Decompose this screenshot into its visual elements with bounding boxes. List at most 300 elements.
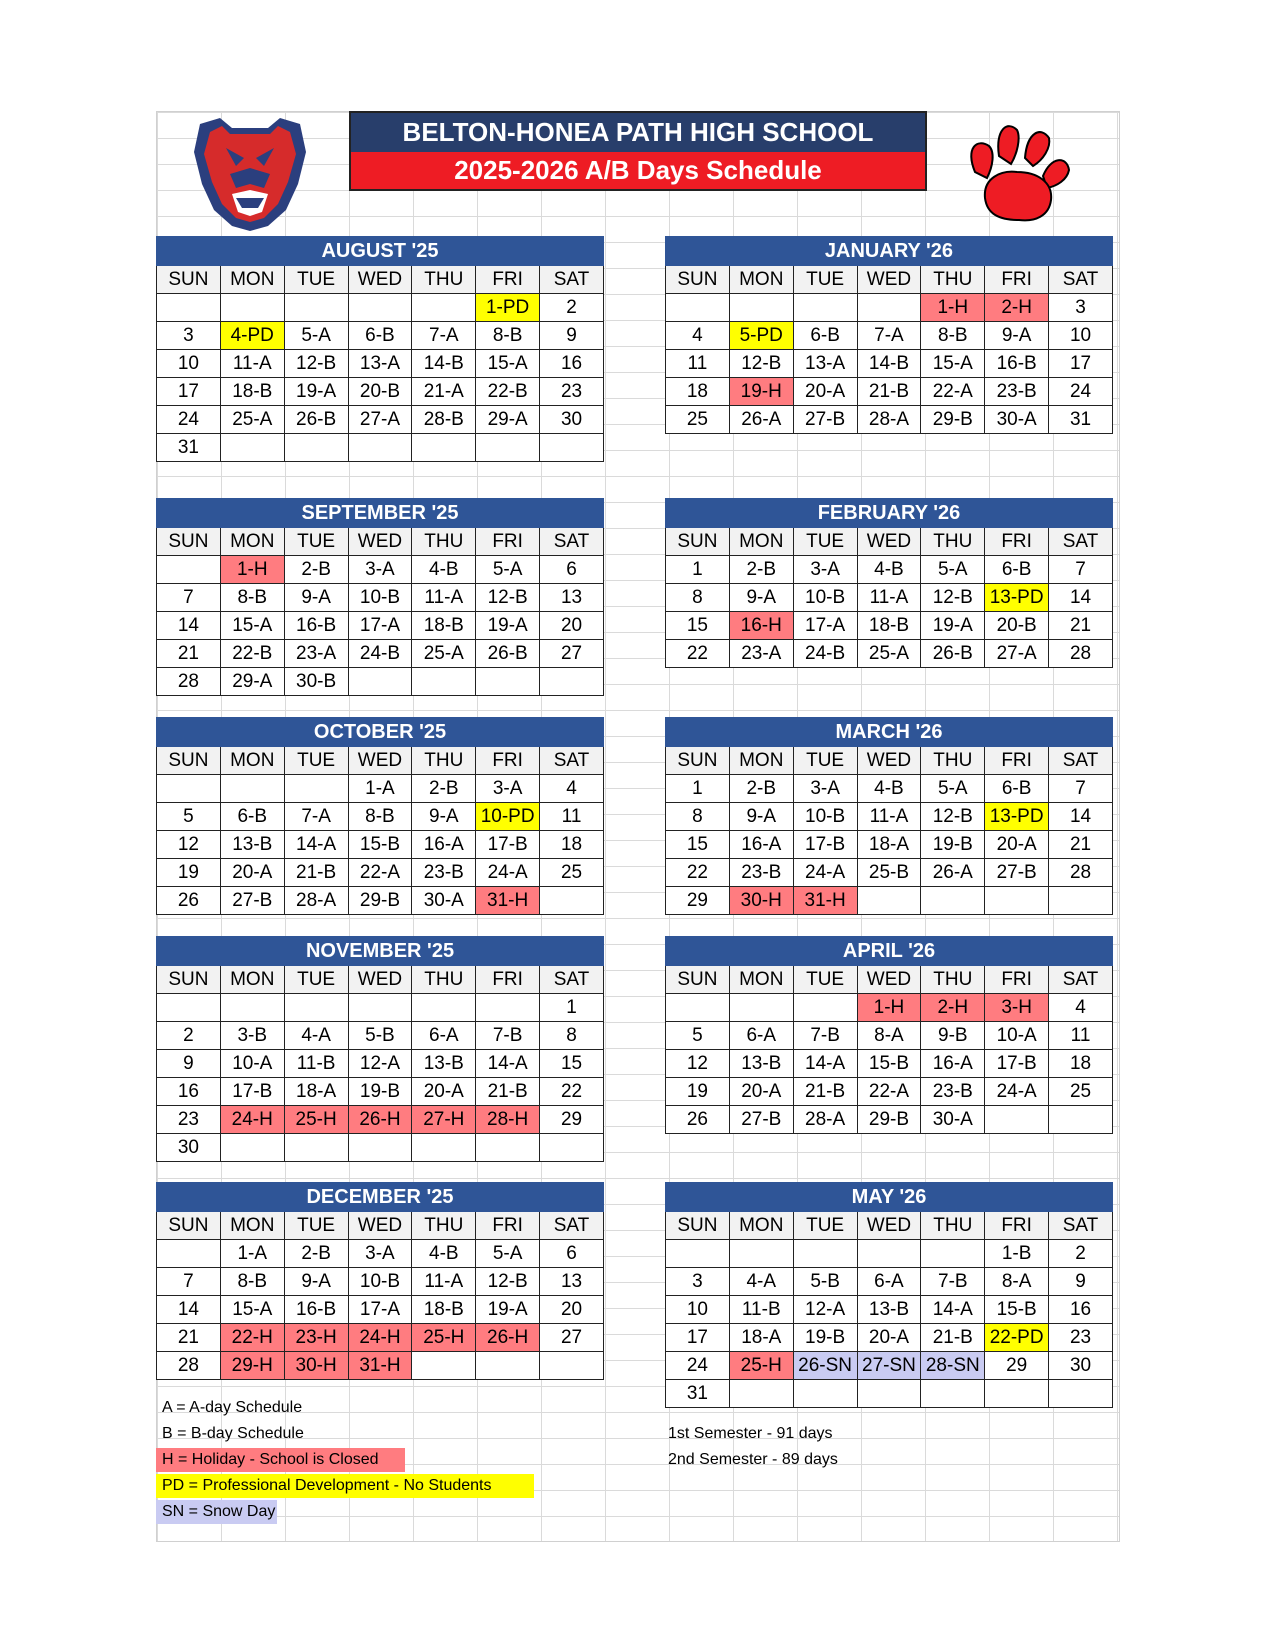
weekday-header: THU xyxy=(412,266,476,294)
weekday-header: SAT xyxy=(1049,266,1113,294)
day-cell: 2 xyxy=(157,1022,221,1050)
month-calendar xyxy=(156,236,604,462)
week-row xyxy=(666,859,1113,887)
day-cell: 14 xyxy=(157,612,221,640)
day-cell: 14 xyxy=(1049,803,1113,831)
day-cell: 4-B xyxy=(412,1240,476,1268)
week-row xyxy=(157,1240,604,1268)
day-cell: 13-A xyxy=(793,350,857,378)
day-cell: 16 xyxy=(157,1078,221,1106)
day-cell: 13-PD xyxy=(985,584,1049,612)
weekday-header: SUN xyxy=(157,747,221,775)
day-cell: 2-H xyxy=(921,994,985,1022)
day-cell: 26 xyxy=(157,887,221,915)
day-cell: 6-A xyxy=(729,1022,793,1050)
day-cell: 20-A xyxy=(985,831,1049,859)
day-cell: 8-A xyxy=(985,1268,1049,1296)
day-cell xyxy=(284,994,348,1022)
day-cell: 10-A xyxy=(220,1050,284,1078)
week-row xyxy=(666,640,1113,668)
day-cell: 6-B xyxy=(220,803,284,831)
day-cell: 8-B xyxy=(220,584,284,612)
day-cell: 15-A xyxy=(220,612,284,640)
day-cell: 24-H xyxy=(348,1324,412,1352)
day-cell xyxy=(793,1380,857,1408)
day-cell: 1-A xyxy=(348,775,412,803)
day-cell: 11 xyxy=(540,803,604,831)
weekday-header: WED xyxy=(348,1212,412,1240)
day-cell: 12-A xyxy=(793,1296,857,1324)
semester-2-days: 2nd Semester - 89 days xyxy=(668,1451,838,1468)
day-cell: 21 xyxy=(1049,612,1113,640)
day-cell: 28-B xyxy=(412,406,476,434)
weekday-header: THU xyxy=(412,528,476,556)
day-cell: 7 xyxy=(1049,775,1113,803)
day-cell xyxy=(220,994,284,1022)
day-cell xyxy=(220,294,284,322)
day-cell: 11-A xyxy=(857,584,921,612)
day-cell: 6-B xyxy=(985,775,1049,803)
month-calendar xyxy=(156,936,604,1162)
week-row xyxy=(666,1022,1113,1050)
day-cell: 23-B xyxy=(412,859,476,887)
day-cell: 20-B xyxy=(985,612,1049,640)
day-cell: 15-A xyxy=(476,350,540,378)
day-cell: 8 xyxy=(666,584,730,612)
day-cell: 27-SN xyxy=(857,1352,921,1380)
day-cell: 6-B xyxy=(348,322,412,350)
day-cell: 3-A xyxy=(476,775,540,803)
day-cell: 22-H xyxy=(220,1324,284,1352)
week-row xyxy=(157,994,604,1022)
day-cell: 17-B xyxy=(476,831,540,859)
day-cell: 28-A xyxy=(284,887,348,915)
day-cell: 13-B xyxy=(857,1296,921,1324)
day-cell xyxy=(1049,887,1113,915)
day-cell xyxy=(220,1134,284,1162)
weekday-header: MON xyxy=(729,747,793,775)
day-cell: 18-B xyxy=(857,612,921,640)
day-cell: 24-A xyxy=(985,1078,1049,1106)
day-cell: 31-H xyxy=(348,1352,412,1380)
day-cell: 14-A xyxy=(793,1050,857,1078)
day-cell: 18-A xyxy=(729,1324,793,1352)
day-cell: 13-A xyxy=(348,350,412,378)
day-cell: 15-B xyxy=(348,831,412,859)
legend-holiday: H = Holiday - School is Closed xyxy=(156,1448,405,1472)
day-cell: 9-A xyxy=(284,584,348,612)
day-cell xyxy=(985,887,1049,915)
day-cell: 24-A xyxy=(476,859,540,887)
day-cell: 22-B xyxy=(476,378,540,406)
week-row xyxy=(157,1022,604,1050)
weekday-header: TUE xyxy=(284,528,348,556)
legend-b-day: B = B-day Schedule xyxy=(162,1425,304,1442)
day-cell: 15-B xyxy=(985,1296,1049,1324)
semester-1-days: 1st Semester - 91 days xyxy=(668,1425,833,1442)
day-cell: 22-B xyxy=(220,640,284,668)
weekday-header: FRI xyxy=(985,528,1049,556)
day-cell: 12-B xyxy=(284,350,348,378)
day-cell: 2-H xyxy=(985,294,1049,322)
day-cell: 13-B xyxy=(412,1050,476,1078)
weekday-header: THU xyxy=(921,528,985,556)
day-cell xyxy=(985,1106,1049,1134)
day-cell: 10-PD xyxy=(476,803,540,831)
day-cell: 10 xyxy=(666,1296,730,1324)
day-cell xyxy=(220,434,284,462)
day-cell xyxy=(985,1380,1049,1408)
day-cell: 19-A xyxy=(476,612,540,640)
day-cell: 25 xyxy=(540,859,604,887)
day-cell: 17-B xyxy=(985,1050,1049,1078)
day-cell: 2-B xyxy=(412,775,476,803)
weekday-header: FRI xyxy=(476,266,540,294)
day-cell: 2-B xyxy=(729,556,793,584)
day-cell: 23-A xyxy=(284,640,348,668)
day-cell: 4-B xyxy=(412,556,476,584)
day-cell: 21-B xyxy=(793,1078,857,1106)
day-cell: 27-B xyxy=(985,859,1049,887)
day-cell: 13-PD xyxy=(985,803,1049,831)
day-cell: 25-B xyxy=(857,859,921,887)
day-cell: 7-B xyxy=(921,1268,985,1296)
day-cell: 16-A xyxy=(729,831,793,859)
day-cell: 1-H xyxy=(857,994,921,1022)
day-cell: 10 xyxy=(157,350,221,378)
day-cell: 26-A xyxy=(921,859,985,887)
weekday-header: THU xyxy=(412,747,476,775)
weekday-header: FRI xyxy=(985,747,1049,775)
day-cell: 24-A xyxy=(793,859,857,887)
weekday-header: SAT xyxy=(540,1212,604,1240)
weekday-header: FRI xyxy=(476,747,540,775)
week-row xyxy=(666,831,1113,859)
day-cell: 16-B xyxy=(284,612,348,640)
day-cell: 11-A xyxy=(220,350,284,378)
day-cell: 24 xyxy=(666,1352,730,1380)
week-row xyxy=(157,831,604,859)
week-row xyxy=(157,612,604,640)
weekday-header: WED xyxy=(857,966,921,994)
day-cell: 18-B xyxy=(412,1296,476,1324)
day-cell: 29-A xyxy=(220,668,284,696)
week-row xyxy=(666,584,1113,612)
day-cell xyxy=(220,775,284,803)
day-cell: 28 xyxy=(1049,859,1113,887)
day-cell: 30-A xyxy=(921,1106,985,1134)
bear-head-logo xyxy=(186,114,314,232)
header xyxy=(349,111,927,191)
day-cell: 31-H xyxy=(476,887,540,915)
day-cell: 3-H xyxy=(985,994,1049,1022)
day-cell: 20-A xyxy=(793,378,857,406)
weekday-header: MON xyxy=(220,266,284,294)
day-cell xyxy=(412,434,476,462)
day-cell: 25-H xyxy=(729,1352,793,1380)
day-cell: 20-A xyxy=(412,1078,476,1106)
day-cell: 12-B xyxy=(729,350,793,378)
day-cell: 15-A xyxy=(220,1296,284,1324)
week-row xyxy=(157,1106,604,1134)
day-cell: 22-A xyxy=(921,378,985,406)
day-cell: 4-A xyxy=(729,1268,793,1296)
day-cell: 20 xyxy=(540,612,604,640)
day-cell: 14 xyxy=(157,1296,221,1324)
weekday-header: SUN xyxy=(157,1212,221,1240)
day-cell xyxy=(921,1380,985,1408)
day-cell: 6-B xyxy=(793,322,857,350)
day-cell: 28-SN xyxy=(921,1352,985,1380)
day-cell: 12 xyxy=(666,1050,730,1078)
day-cell xyxy=(412,294,476,322)
day-cell: 23-B xyxy=(985,378,1049,406)
legend-a-day: A = A-day Schedule xyxy=(162,1399,303,1416)
day-cell: 19-B xyxy=(348,1078,412,1106)
weekday-header: SAT xyxy=(1049,966,1113,994)
day-cell: 17-A xyxy=(348,612,412,640)
day-cell: 7-A xyxy=(857,322,921,350)
day-cell: 31-H xyxy=(793,887,857,915)
day-cell: 23 xyxy=(540,378,604,406)
day-cell: 16-B xyxy=(284,1296,348,1324)
month-title: AUGUST '25 xyxy=(157,237,604,266)
weekday-header: TUE xyxy=(284,1212,348,1240)
day-cell: 3-A xyxy=(348,556,412,584)
day-cell: 18-B xyxy=(220,378,284,406)
weekday-header: WED xyxy=(348,528,412,556)
day-cell xyxy=(666,1240,730,1268)
day-cell: 10-B xyxy=(348,1268,412,1296)
day-cell: 20-B xyxy=(348,378,412,406)
week-row xyxy=(666,803,1113,831)
day-cell: 3-A xyxy=(793,775,857,803)
day-cell: 22 xyxy=(666,859,730,887)
day-cell: 5 xyxy=(666,1022,730,1050)
day-cell: 10-B xyxy=(348,584,412,612)
day-cell xyxy=(157,1240,221,1268)
week-row xyxy=(666,294,1113,322)
day-cell: 1-H xyxy=(921,294,985,322)
day-cell xyxy=(729,1380,793,1408)
day-cell: 17 xyxy=(666,1324,730,1352)
week-row xyxy=(157,1134,604,1162)
week-row xyxy=(157,775,604,803)
day-cell: 11-A xyxy=(857,803,921,831)
week-row xyxy=(666,994,1113,1022)
day-cell: 14-B xyxy=(412,350,476,378)
day-cell: 6-B xyxy=(985,556,1049,584)
day-cell: 7 xyxy=(1049,556,1113,584)
week-row xyxy=(666,378,1113,406)
day-cell: 31 xyxy=(666,1380,730,1408)
week-row xyxy=(157,668,604,696)
day-cell: 21 xyxy=(157,1324,221,1352)
weekday-header: TUE xyxy=(793,1212,857,1240)
day-cell xyxy=(729,1240,793,1268)
weekday-header: SUN xyxy=(666,528,730,556)
day-cell: 18-A xyxy=(284,1078,348,1106)
day-cell: 29-B xyxy=(348,887,412,915)
week-row xyxy=(666,1240,1113,1268)
day-cell: 17-B xyxy=(793,831,857,859)
day-cell: 13-B xyxy=(220,831,284,859)
week-row xyxy=(666,1352,1113,1380)
day-cell: 16-H xyxy=(729,612,793,640)
week-row xyxy=(157,1296,604,1324)
day-cell: 25-H xyxy=(412,1324,476,1352)
day-cell xyxy=(476,1134,540,1162)
day-cell: 11-A xyxy=(412,584,476,612)
day-cell: 5-A xyxy=(921,775,985,803)
day-cell: 16-A xyxy=(921,1050,985,1078)
day-cell: 23-H xyxy=(284,1324,348,1352)
week-row xyxy=(157,859,604,887)
day-cell: 29-B xyxy=(857,1106,921,1134)
day-cell xyxy=(540,1134,604,1162)
day-cell: 20 xyxy=(540,1296,604,1324)
month-calendar xyxy=(665,717,1113,915)
day-cell: 16-B xyxy=(985,350,1049,378)
day-cell: 29-H xyxy=(220,1352,284,1380)
day-cell: 26-B xyxy=(284,406,348,434)
day-cell: 7 xyxy=(157,584,221,612)
day-cell: 8 xyxy=(540,1022,604,1050)
day-cell: 28 xyxy=(157,668,221,696)
day-cell: 14-B xyxy=(857,350,921,378)
day-cell: 9-A xyxy=(284,1268,348,1296)
day-cell: 23-B xyxy=(729,859,793,887)
weekday-header: SAT xyxy=(540,528,604,556)
day-cell: 11-B xyxy=(284,1050,348,1078)
weekday-header: WED xyxy=(857,747,921,775)
day-cell: 8-B xyxy=(921,322,985,350)
day-cell xyxy=(412,668,476,696)
day-cell xyxy=(1049,1380,1113,1408)
day-cell: 30-H xyxy=(729,887,793,915)
month-calendar xyxy=(156,717,604,915)
day-cell: 26-H xyxy=(348,1106,412,1134)
weekday-header: SAT xyxy=(540,266,604,294)
day-cell: 5-PD xyxy=(729,322,793,350)
weekday-header: FRI xyxy=(985,966,1049,994)
day-cell: 5-A xyxy=(476,556,540,584)
week-row xyxy=(666,1268,1113,1296)
month-calendar xyxy=(665,498,1113,668)
day-cell: 11 xyxy=(666,350,730,378)
day-cell xyxy=(793,294,857,322)
schedule-title: 2025-2026 A/B Days Schedule xyxy=(351,152,925,189)
day-cell: 27-A xyxy=(985,640,1049,668)
day-cell: 14-A xyxy=(921,1296,985,1324)
day-cell: 4-PD xyxy=(220,322,284,350)
day-cell xyxy=(1049,1106,1113,1134)
day-cell: 22-PD xyxy=(985,1324,1049,1352)
day-cell: 19-B xyxy=(921,831,985,859)
weekday-header: WED xyxy=(348,266,412,294)
weekday-header: WED xyxy=(857,528,921,556)
week-row xyxy=(157,1352,604,1380)
week-row xyxy=(157,1268,604,1296)
weekday-header: THU xyxy=(921,1212,985,1240)
weekday-header: SAT xyxy=(1049,747,1113,775)
day-cell: 3 xyxy=(1049,294,1113,322)
weekday-header: MON xyxy=(729,966,793,994)
day-cell: 15 xyxy=(666,612,730,640)
weekday-header: WED xyxy=(857,266,921,294)
day-cell: 6 xyxy=(540,1240,604,1268)
day-cell: 27-B xyxy=(729,1106,793,1134)
weekday-header: SUN xyxy=(666,266,730,294)
week-row xyxy=(666,406,1113,434)
week-row xyxy=(666,1050,1113,1078)
day-cell: 2 xyxy=(1049,1240,1113,1268)
day-cell: 9-B xyxy=(921,1022,985,1050)
week-row xyxy=(157,803,604,831)
day-cell: 27 xyxy=(540,1324,604,1352)
week-row xyxy=(666,1106,1113,1134)
day-cell: 23 xyxy=(1049,1324,1113,1352)
week-row xyxy=(157,1078,604,1106)
day-cell: 7 xyxy=(157,1268,221,1296)
day-cell: 12-A xyxy=(348,1050,412,1078)
day-cell: 9 xyxy=(157,1050,221,1078)
weekday-header: SUN xyxy=(666,1212,730,1240)
day-cell xyxy=(476,434,540,462)
day-cell: 21-A xyxy=(412,378,476,406)
day-cell xyxy=(729,994,793,1022)
day-cell: 1-A xyxy=(220,1240,284,1268)
day-cell: 25-A xyxy=(412,640,476,668)
day-cell: 27-A xyxy=(348,406,412,434)
month-calendar xyxy=(665,936,1113,1134)
week-row xyxy=(157,584,604,612)
weekday-header: MON xyxy=(220,747,284,775)
month-calendar xyxy=(665,236,1113,434)
day-cell xyxy=(729,294,793,322)
day-cell: 30 xyxy=(540,406,604,434)
day-cell: 26-H xyxy=(476,1324,540,1352)
day-cell: 9-A xyxy=(985,322,1049,350)
legend-professional-development: PD = Professional Development - No Students xyxy=(156,1474,534,1498)
weekday-header: SUN xyxy=(157,528,221,556)
weekday-header: MON xyxy=(729,1212,793,1240)
day-cell: 8-B xyxy=(476,322,540,350)
day-cell: 26-SN xyxy=(793,1352,857,1380)
day-cell: 23 xyxy=(157,1106,221,1134)
day-cell: 30-A xyxy=(412,887,476,915)
weekday-header: SUN xyxy=(157,966,221,994)
day-cell: 9-A xyxy=(729,803,793,831)
day-cell: 21 xyxy=(1049,831,1113,859)
day-cell xyxy=(793,994,857,1022)
week-row xyxy=(666,775,1113,803)
day-cell: 2-B xyxy=(284,1240,348,1268)
day-cell: 15-B xyxy=(857,1050,921,1078)
weekday-header: TUE xyxy=(284,747,348,775)
day-cell: 1-PD xyxy=(476,294,540,322)
day-cell: 17-B xyxy=(220,1078,284,1106)
day-cell: 24-H xyxy=(220,1106,284,1134)
day-cell: 19-A xyxy=(921,612,985,640)
day-cell: 9-A xyxy=(729,584,793,612)
day-cell: 10-B xyxy=(793,584,857,612)
day-cell: 17-A xyxy=(348,1296,412,1324)
weekday-header: THU xyxy=(921,966,985,994)
weekday-header: TUE xyxy=(793,528,857,556)
day-cell: 24 xyxy=(157,406,221,434)
day-cell: 22 xyxy=(540,1078,604,1106)
